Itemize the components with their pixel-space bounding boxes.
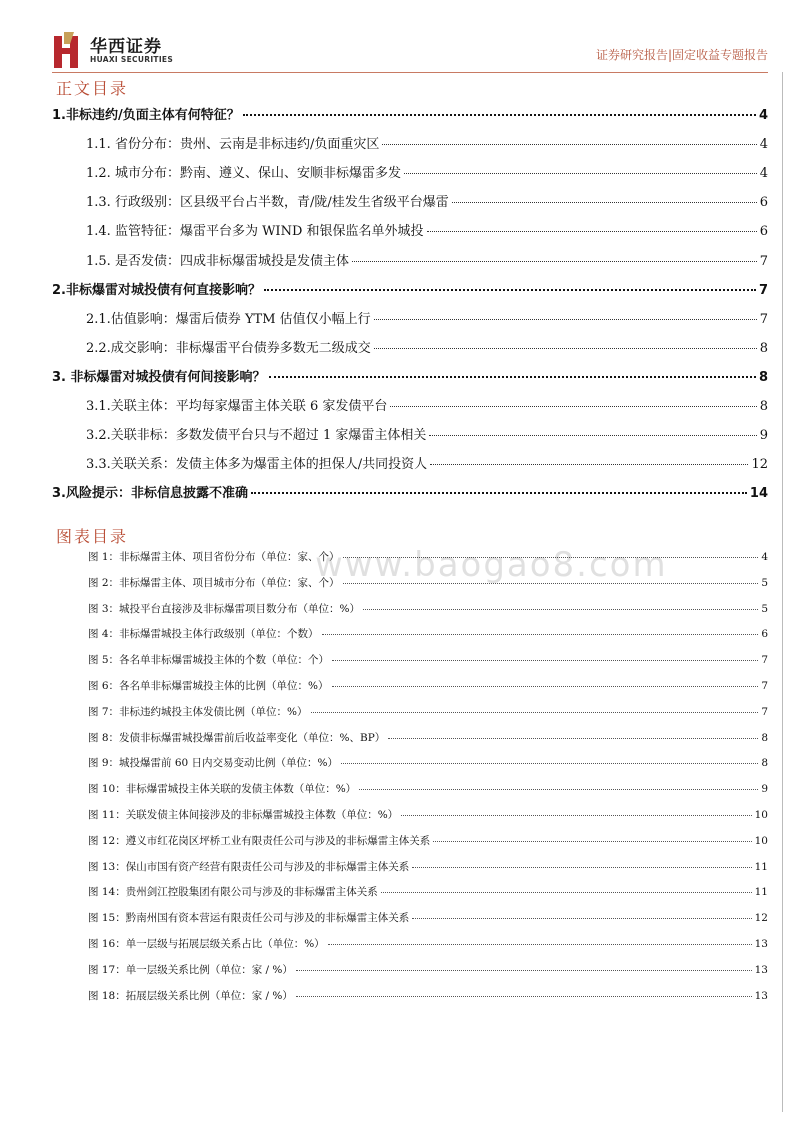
figure-entry[interactable] bbox=[52, 652, 768, 670]
figure-entry-label: 图 12：遵义市红花岗区坪桥工业有限责任公司与涉及的非标爆雷主体关系 bbox=[88, 834, 431, 847]
figure-entry-label: 图 8：发债非标爆雷城投爆雷前后收益率变化（单位：%、BP） bbox=[88, 731, 386, 744]
toc-entry[interactable] bbox=[52, 162, 768, 184]
figure-entry-page: 11 bbox=[754, 860, 768, 873]
figure-entry-page: 9 bbox=[761, 783, 768, 796]
header-divider bbox=[52, 72, 768, 73]
dot-leader bbox=[251, 492, 747, 494]
figure-entry-label: 图 2：非标爆雷主体、项目城市分布（单位：家、个） bbox=[88, 576, 340, 589]
dot-leader bbox=[412, 867, 751, 868]
figure-entry[interactable] bbox=[52, 678, 768, 696]
toc-entry-page: 12 bbox=[751, 457, 768, 473]
toc-entry-label: 1.3. 行政级别：区县级平台占半数，青/陇/桂发生省级平台爆雷 bbox=[86, 195, 449, 211]
dot-leader bbox=[427, 231, 757, 232]
toc-entry-label: 3.3.关联关系：发债主体多为爆雷主体的担保人/共同投资人 bbox=[86, 457, 428, 473]
toc-entry-label: 2.2.成交影响：非标爆雷平台债券多数无二级成交 bbox=[86, 340, 371, 356]
figure-entry[interactable] bbox=[52, 859, 768, 877]
toc-entry[interactable] bbox=[52, 453, 768, 475]
figure-entry-page: 8 bbox=[761, 757, 768, 770]
toc-entry-label: 2.非标爆雷对城投债有何直接影响？ bbox=[52, 282, 261, 298]
dot-leader bbox=[429, 435, 756, 436]
figure-entry[interactable] bbox=[52, 755, 768, 773]
toc-entry-page: 4 bbox=[758, 108, 768, 123]
toc-entry-label: 1.非标违约/负面主体有何特征？ bbox=[52, 108, 240, 123]
toc-entry-page: 7 bbox=[759, 311, 768, 327]
toc-entry-page: 4 bbox=[759, 137, 768, 153]
dot-leader bbox=[332, 686, 759, 687]
toc-entry[interactable] bbox=[52, 366, 768, 388]
toc-entry[interactable] bbox=[52, 220, 768, 242]
figure-entry-page: 7 bbox=[761, 705, 768, 718]
figure-entry-page: 12 bbox=[754, 912, 768, 925]
dot-leader bbox=[390, 406, 756, 407]
figure-entry-page: 4 bbox=[761, 551, 768, 563]
page-header bbox=[52, 30, 768, 74]
figure-entry-label: 图 1：非标爆雷主体、项目省份分布（单位：家、个） bbox=[88, 551, 340, 563]
figure-entry-page: 10 bbox=[754, 834, 768, 847]
dot-leader bbox=[433, 841, 751, 842]
figure-entry-label: 图 10：非标爆雷城投主体关联的发债主体数（单位：%） bbox=[88, 783, 357, 796]
dot-leader bbox=[328, 944, 752, 945]
toc-entry-page: 8 bbox=[758, 369, 768, 385]
report-type: 证券研究报告|固定收益专题报告 bbox=[595, 48, 768, 62]
dot-leader bbox=[269, 376, 756, 378]
brand-name-en: HUAXI SECURITIES bbox=[90, 55, 174, 64]
dot-leader bbox=[430, 464, 748, 465]
toc-entry-label: 3.风险提示：非标信息披露不准确 bbox=[52, 486, 248, 502]
figure-entry-label: 图 9：城投爆雷前 60 日内交易变动比例（单位：%） bbox=[88, 757, 339, 770]
figure-entry-label: 图 18：拓展层级关系比例（单位：家 / %） bbox=[88, 989, 293, 1002]
watermark: www.baogao8.com bbox=[315, 545, 668, 585]
figure-entry-page: 7 bbox=[761, 680, 768, 692]
toc-entry-label: 3.1.关联主体：平均每家爆雷主体关联 6 家发债平台 bbox=[86, 399, 388, 414]
figure-entry[interactable] bbox=[52, 833, 768, 851]
figure-entry[interactable] bbox=[52, 910, 768, 928]
dot-leader bbox=[322, 634, 759, 635]
toc-entry-page: 6 bbox=[759, 224, 768, 240]
dot-leader bbox=[404, 173, 757, 174]
dot-leader bbox=[352, 261, 757, 262]
dot-leader bbox=[374, 319, 757, 320]
dot-leader bbox=[381, 892, 752, 893]
toc-entry[interactable] bbox=[52, 250, 768, 272]
figure-entry-page: 13 bbox=[754, 938, 768, 950]
toc-entry[interactable] bbox=[52, 279, 768, 301]
toc-entry-label: 2.1.估值影响：爆雷后债券 YTM 估值仅小幅上行 bbox=[86, 311, 371, 327]
dot-leader bbox=[401, 815, 751, 816]
toc-entry[interactable] bbox=[52, 191, 768, 213]
toc-entry-page: 14 bbox=[749, 486, 768, 502]
toc-entry[interactable] bbox=[52, 337, 768, 359]
toc-entry-label: 1.4. 监管特征：爆雷平台多为 WIND 和银保监名单外城投 bbox=[86, 224, 424, 240]
toc-title: 正文目录 bbox=[56, 79, 129, 98]
figure-entry-page: 11 bbox=[754, 886, 768, 899]
figure-entry-page: 6 bbox=[761, 628, 768, 641]
right-margin-rule bbox=[782, 72, 783, 1112]
figure-entry[interactable] bbox=[52, 962, 768, 980]
toc-entry-label: 1.2. 城市分布：黔南、遵义、保山、安顺非标爆雷多发 bbox=[86, 166, 401, 182]
figure-entry[interactable] bbox=[52, 988, 768, 1006]
figure-entry[interactable] bbox=[52, 601, 768, 619]
toc-entry-page: 4 bbox=[759, 166, 768, 182]
figures-title: 图表目录 bbox=[56, 527, 129, 546]
dot-leader bbox=[296, 996, 752, 997]
dot-leader bbox=[332, 660, 758, 661]
toc-entry-label: 1.5. 是否发债：四成非标爆雷城投是发债主体 bbox=[86, 253, 349, 269]
toc-entry[interactable] bbox=[52, 133, 768, 155]
figure-entry[interactable] bbox=[52, 807, 768, 825]
toc-entry[interactable] bbox=[52, 424, 768, 446]
toc-entry[interactable] bbox=[52, 104, 768, 126]
figure-entry-label: 图 4：非标爆雷城投主体行政级别（单位：个数） bbox=[88, 628, 319, 641]
dot-leader bbox=[341, 763, 758, 764]
toc-entry-page: 8 bbox=[759, 399, 768, 414]
toc-entry-page: 6 bbox=[759, 195, 768, 211]
figure-entry-page: 8 bbox=[761, 731, 768, 744]
figure-entry-label: 图 6：各名单非标爆雷城投主体的比例（单位：%） bbox=[88, 680, 329, 692]
figure-entry-page: 13 bbox=[754, 989, 768, 1002]
dot-leader bbox=[374, 348, 757, 349]
figure-entry[interactable] bbox=[52, 936, 768, 954]
toc-entry-page: 7 bbox=[758, 282, 768, 298]
figure-entry-label: 图 11：关联发债主体间接涉及的非标爆雷城投主体数（单位：%） bbox=[88, 809, 399, 821]
dot-leader bbox=[382, 144, 756, 145]
figure-entry[interactable] bbox=[52, 704, 768, 722]
dot-leader bbox=[243, 114, 756, 116]
figure-entry-label: 图 5：各名单非标爆雷城投主体的个数（单位：个） bbox=[88, 654, 330, 667]
figure-entry-label: 图 7：非标违约城投主体发债比例（单位：%） bbox=[88, 705, 308, 718]
toc-entry-label: 1.1. 省份分布：贵州、云南是非标违约/负面重灾区 bbox=[86, 137, 380, 153]
figure-entry-label: 图 14：贵州剑江控股集团有限公司与涉及的非标爆雷主体关系 bbox=[88, 886, 378, 899]
huaxi-logo-icon bbox=[52, 30, 82, 70]
figure-entry-label: 图 17：单一层级关系比例（单位：家 / %） bbox=[88, 963, 293, 976]
toc-entry[interactable] bbox=[52, 395, 768, 417]
dot-leader bbox=[296, 970, 752, 971]
figure-entry-label: 图 16：单一层级与拓展层级关系占比（单位：%） bbox=[88, 938, 325, 950]
dot-leader bbox=[388, 738, 758, 739]
toc-entry-page: 7 bbox=[759, 253, 768, 269]
figure-entry-page: 7 bbox=[761, 654, 768, 667]
toc-entry[interactable] bbox=[52, 482, 768, 504]
toc-entry-page: 8 bbox=[759, 340, 768, 356]
figure-entry-label: 图 3：城投平台直接涉及非标爆雷项目数分布（单位：%） bbox=[88, 602, 360, 615]
figure-entry-label: 图 15：黔南州国有资本营运有限责任公司与涉及的非标爆雷主体关系 bbox=[88, 912, 410, 925]
figure-entry-label: 图 13：保山市国有资产经营有限责任公司与涉及的非标爆雷主体关系 bbox=[88, 860, 410, 873]
brand-name-cn: 华西证券 bbox=[90, 37, 162, 57]
dot-leader bbox=[452, 202, 757, 203]
figure-entry-page: 10 bbox=[754, 809, 768, 821]
toc-entry-label: 3. 非标爆雷对城投债有何间接影响？ bbox=[52, 369, 266, 385]
dot-leader bbox=[363, 609, 758, 610]
figure-entry-page: 5 bbox=[761, 576, 768, 589]
figure-entry[interactable] bbox=[52, 730, 768, 748]
figure-entry[interactable] bbox=[52, 884, 768, 902]
figure-entry[interactable] bbox=[52, 626, 768, 644]
toc-entry[interactable] bbox=[52, 308, 768, 330]
dot-leader bbox=[412, 918, 751, 919]
figure-entry-page: 5 bbox=[761, 602, 768, 615]
toc-entry-page: 9 bbox=[759, 428, 768, 444]
dot-leader bbox=[359, 789, 758, 790]
figure-entry[interactable] bbox=[52, 781, 768, 799]
dot-leader bbox=[264, 289, 756, 291]
figure-entry-page: 13 bbox=[754, 963, 768, 976]
toc-entry-label: 3.2.关联非标：多数发债平台只与不超过 1 家爆雷主体相关 bbox=[86, 428, 427, 444]
dot-leader bbox=[311, 712, 759, 713]
